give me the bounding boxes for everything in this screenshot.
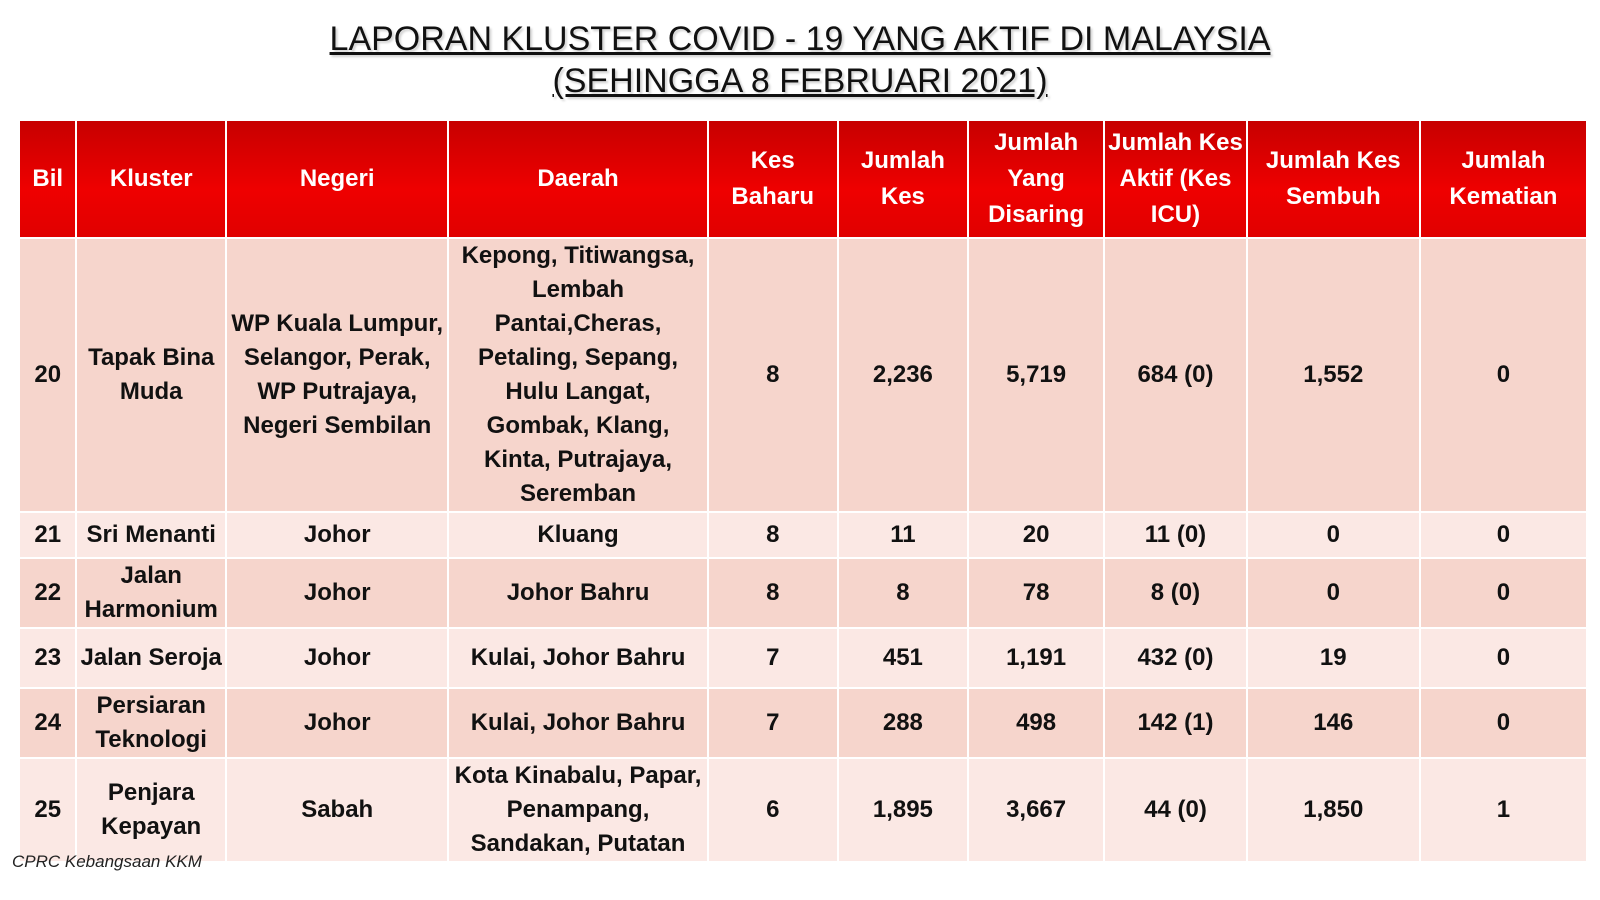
cell-bil: 21 [19, 512, 76, 558]
header-kluster: Kluster [76, 120, 226, 238]
cell-kes-aktif: 684 (0) [1104, 238, 1246, 512]
cell-kluster: Jalan Harmonium [76, 558, 226, 628]
cell-kes-baharu: 7 [708, 628, 838, 688]
cell-kematian: 0 [1420, 628, 1587, 688]
header-bil: Bil [19, 120, 76, 238]
cell-bil: 24 [19, 688, 76, 758]
cell-negeri: Johor [226, 558, 448, 628]
cell-kes-sembuh: 19 [1247, 628, 1420, 688]
cell-daerah: Kepong, Titiwangsa, Lembah Pantai,Cheras, Petaling, Sepang, Hulu Langat, Gombak, Klang, Kinta, Putrajaya, Seremban [448, 238, 707, 512]
cell-kes-aktif: 11 (0) [1104, 512, 1246, 558]
cell-daerah: Kulai, Johor Bahru [448, 628, 707, 688]
cell-bil: 23 [19, 628, 76, 688]
title-line-1: LAPORAN KLUSTER COVID - 19 YANG AKTIF DI MALAYSIA [329, 20, 1271, 58]
cell-kes-sembuh: 146 [1247, 688, 1420, 758]
cell-kluster: Sri Menanti [76, 512, 226, 558]
cell-daerah: Johor Bahru [448, 558, 707, 628]
cell-daerah: Kulai, Johor Bahru [448, 688, 707, 758]
cell-kluster: Persiaran Teknologi [76, 688, 226, 758]
table-row [19, 688, 1587, 758]
cell-daerah: Kota Kinabalu, Papar, Penampang, Sandakan, Putatan [448, 758, 707, 862]
cell-kes-sembuh: 1,552 [1247, 238, 1420, 512]
table-row [19, 758, 1587, 862]
cell-jumlah-disaring: 5,719 [968, 238, 1104, 512]
cell-negeri: WP Kuala Lumpur, Selangor, Perak, WP Putrajaya, Negeri Sembilan [226, 238, 448, 512]
header-kes-baharu: Kes Baharu [708, 120, 838, 238]
table-row [19, 238, 1587, 512]
cell-kes-sembuh: 1,850 [1247, 758, 1420, 862]
cell-bil: 22 [19, 558, 76, 628]
cell-kes-aktif: 432 (0) [1104, 628, 1246, 688]
cell-bil: 25 [19, 758, 76, 862]
cell-kes-baharu: 8 [708, 238, 838, 512]
cell-kes-sembuh: 0 [1247, 558, 1420, 628]
header-negeri: Negeri [226, 120, 448, 238]
cell-jumlah-kes: 8 [838, 558, 968, 628]
table-row [19, 628, 1587, 688]
cell-jumlah-kes: 11 [838, 512, 968, 558]
header-daerah: Daerah [448, 120, 707, 238]
cell-negeri: Johor [226, 688, 448, 758]
cell-kes-sembuh: 0 [1247, 512, 1420, 558]
header-jumlah-disaring: Jumlah Yang Disaring [968, 120, 1104, 238]
table-row [19, 512, 1587, 558]
cell-jumlah-disaring: 20 [968, 512, 1104, 558]
cell-kematian: 0 [1420, 238, 1587, 512]
title-line-2: (SEHINGGA 8 FEBRUARI 2021) [552, 62, 1048, 100]
cell-kes-baharu: 8 [708, 558, 838, 628]
cell-kes-baharu: 8 [708, 512, 838, 558]
cell-kematian: 0 [1420, 512, 1587, 558]
cell-kes-baharu: 7 [708, 688, 838, 758]
cell-jumlah-disaring: 78 [968, 558, 1104, 628]
header-kes-sembuh: Jumlah Kes Sembuh [1247, 120, 1420, 238]
cell-kluster: Tapak Bina Muda [76, 238, 226, 512]
source-footer: CPRC Kebangsaan KKM [12, 852, 202, 871]
table-header-row [19, 120, 1587, 238]
cell-jumlah-kes: 288 [838, 688, 968, 758]
cell-jumlah-kes: 1,895 [838, 758, 968, 862]
cluster-table [18, 119, 1588, 863]
cell-negeri: Johor [226, 512, 448, 558]
cell-kes-aktif: 8 (0) [1104, 558, 1246, 628]
header-kematian: Jumlah Kematian [1420, 120, 1587, 238]
cell-jumlah-kes: 2,236 [838, 238, 968, 512]
cell-kes-aktif: 44 (0) [1104, 758, 1246, 862]
header-jumlah-kes: Jumlah Kes [838, 120, 968, 238]
cell-negeri: Sabah [226, 758, 448, 862]
cell-bil: 20 [19, 238, 76, 512]
cell-kematian: 0 [1420, 558, 1587, 628]
cell-kematian: 0 [1420, 688, 1587, 758]
cell-kes-aktif: 142 (1) [1104, 688, 1246, 758]
report-title [0, 18, 1600, 102]
cell-kes-baharu: 6 [708, 758, 838, 862]
cell-kluster: Jalan Seroja [76, 628, 226, 688]
cell-daerah: Kluang [448, 512, 707, 558]
cell-kluster: Penjara Kepayan [76, 758, 226, 862]
cell-kematian: 1 [1420, 758, 1587, 862]
cell-jumlah-disaring: 3,667 [968, 758, 1104, 862]
header-kes-aktif: Jumlah Kes Aktif (Kes ICU) [1104, 120, 1246, 238]
cell-negeri: Johor [226, 628, 448, 688]
cell-jumlah-disaring: 1,191 [968, 628, 1104, 688]
cell-jumlah-disaring: 498 [968, 688, 1104, 758]
table-row [19, 558, 1587, 628]
cell-jumlah-kes: 451 [838, 628, 968, 688]
